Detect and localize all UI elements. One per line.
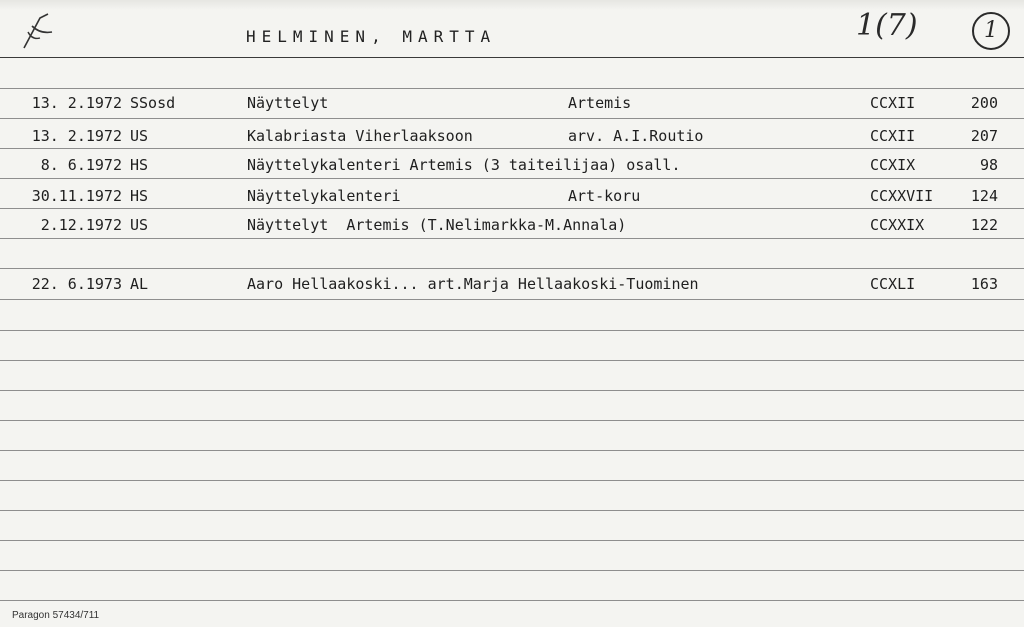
ruled-line — [0, 570, 1024, 571]
ruled-line — [0, 148, 1024, 149]
entry-date: 8. 6.1972 — [40, 156, 122, 174]
entry-extra: Art-koru — [568, 187, 641, 205]
circled-card-number: 1 — [972, 12, 1010, 50]
ruled-line — [0, 238, 1024, 239]
entry-page: 200 — [970, 94, 998, 112]
ruled-line — [0, 600, 1024, 601]
entry-page: 207 — [970, 127, 998, 145]
entry-volume: CCXXIX — [870, 216, 925, 234]
entry-extra: arv. A.I.Routio — [568, 127, 704, 145]
ruled-line — [0, 360, 1024, 361]
ruled-line — [0, 420, 1024, 421]
entry-source: US — [130, 127, 149, 145]
table-row — [0, 213, 1024, 237]
entry-page: 122 — [970, 216, 998, 234]
entry-title: Näyttelykalenteri — [247, 187, 401, 205]
ruled-line — [0, 510, 1024, 511]
entry-volume: CCXXVII — [870, 187, 934, 205]
entry-date: 13. 2.1972 — [31, 127, 122, 145]
entry-source: AL — [130, 275, 149, 293]
table-row — [0, 124, 1024, 148]
ruled-line — [0, 480, 1024, 481]
ruled-line — [0, 540, 1024, 541]
header-rule — [0, 57, 1024, 58]
entry-date: 22. 6.1973 — [31, 275, 122, 293]
entry-title: Kalabriasta Viherlaaksoon — [247, 127, 473, 145]
entry-title: Näyttelyt — [247, 94, 329, 112]
entry-source: HS — [130, 187, 149, 205]
entry-source: SSosd — [130, 94, 176, 112]
ruled-line — [0, 450, 1024, 451]
entry-volume: CCXII — [870, 127, 916, 145]
entry-volume: CCXII — [870, 94, 916, 112]
check-mark-icon — [18, 10, 58, 50]
ruled-line — [0, 390, 1024, 391]
person-name-heading: HELMINEN, MARTTA — [246, 27, 497, 46]
entry-page: 124 — [970, 187, 998, 205]
entry-date: 30.11.1972 — [31, 187, 122, 205]
entry-volume: CCXIX — [870, 156, 916, 174]
entry-extra: Artemis — [568, 94, 632, 112]
table-row — [0, 91, 1024, 115]
handwritten-page-number: 1(7) — [856, 8, 918, 43]
entry-title: Näyttelyt Artemis (T.Nelimarkka-M.Annala) — [247, 216, 627, 234]
ruled-line — [0, 208, 1024, 209]
entry-title: Aaro Hellaakoski... art.Marja Hellaakoski-Tuominen — [247, 275, 699, 293]
table-row — [0, 272, 1024, 296]
ruled-line — [0, 268, 1024, 269]
ruled-line — [0, 178, 1024, 179]
table-row — [0, 153, 1024, 177]
entry-page: 98 — [979, 156, 998, 174]
entry-date: 13. 2.1972 — [31, 94, 122, 112]
ruled-line — [0, 299, 1024, 300]
ruled-line — [0, 118, 1024, 119]
table-row — [0, 184, 1024, 208]
ruled-line — [0, 88, 1024, 89]
entry-page: 163 — [970, 275, 998, 293]
entry-date: 2.12.1972 — [40, 216, 122, 234]
entry-source: HS — [130, 156, 149, 174]
entry-title: Näyttelykalenteri Artemis (3 taiteilijaa) osall. — [247, 156, 681, 174]
printer-imprint: Paragon 57434/711 — [12, 610, 100, 621]
ruled-line — [0, 330, 1024, 331]
entry-volume: CCXLI — [870, 275, 916, 293]
entry-source: US — [130, 216, 149, 234]
